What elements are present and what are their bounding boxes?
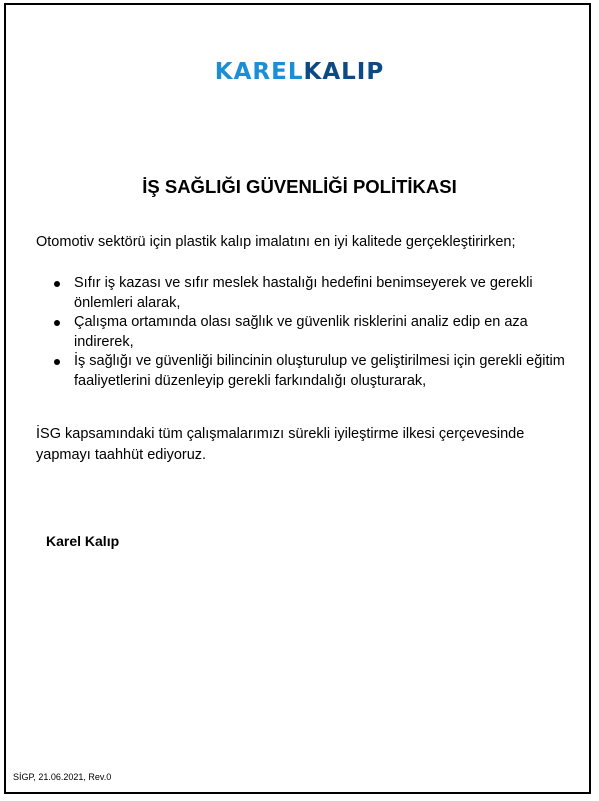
policy-bullet-text: Çalışma ortamında olası sağlık ve güvenlik risklerini analiz edip en aza indirerek, xyxy=(74,314,528,350)
policy-bullet-item xyxy=(36,352,576,391)
bullet-icon xyxy=(54,359,60,365)
signature: Karel Kalıp xyxy=(46,533,120,549)
bullet-icon xyxy=(54,281,60,287)
intro-paragraph: Otomotiv sektörü için plastik kalıp imalatını en iyi kalitede gerçekleştirirken; xyxy=(36,234,516,250)
document-reference: SİGP, 21.06.2021, Rev.0 xyxy=(13,772,112,782)
policy-bullet-item xyxy=(36,313,576,352)
policy-bullet-list xyxy=(36,274,576,391)
logo-text-kalip: KALIP xyxy=(303,59,385,85)
policy-bullet-text: İş sağlığı ve güvenliği bilincinin oluşturulup ve geliştirilmesi için gerekli eğitim faaliyetlerini düzenleyip gerekli farkındalığı oluşturarak, xyxy=(74,353,565,389)
policy-bullet-item xyxy=(36,274,576,313)
logo-text-karel: KAREL xyxy=(214,59,304,85)
policy-bullet-text: Sıfır iş kazası ve sıfır meslek hastalığı hedefini benimseyerek ve gerekli önlemleri alarak, xyxy=(74,275,533,311)
document-page xyxy=(4,3,591,794)
closing-paragraph: İSG kapsamındaki tüm çalışmalarımızı sürekli iyileştirme ilkesi çerçevesinde yapmayı taahhüt ediyoruz. xyxy=(36,426,525,463)
company-logo xyxy=(6,57,593,87)
bullet-icon xyxy=(54,320,60,326)
document-title: İŞ SAĞLIĞI GÜVENLİĞİ POLİTİKASI xyxy=(142,176,457,197)
